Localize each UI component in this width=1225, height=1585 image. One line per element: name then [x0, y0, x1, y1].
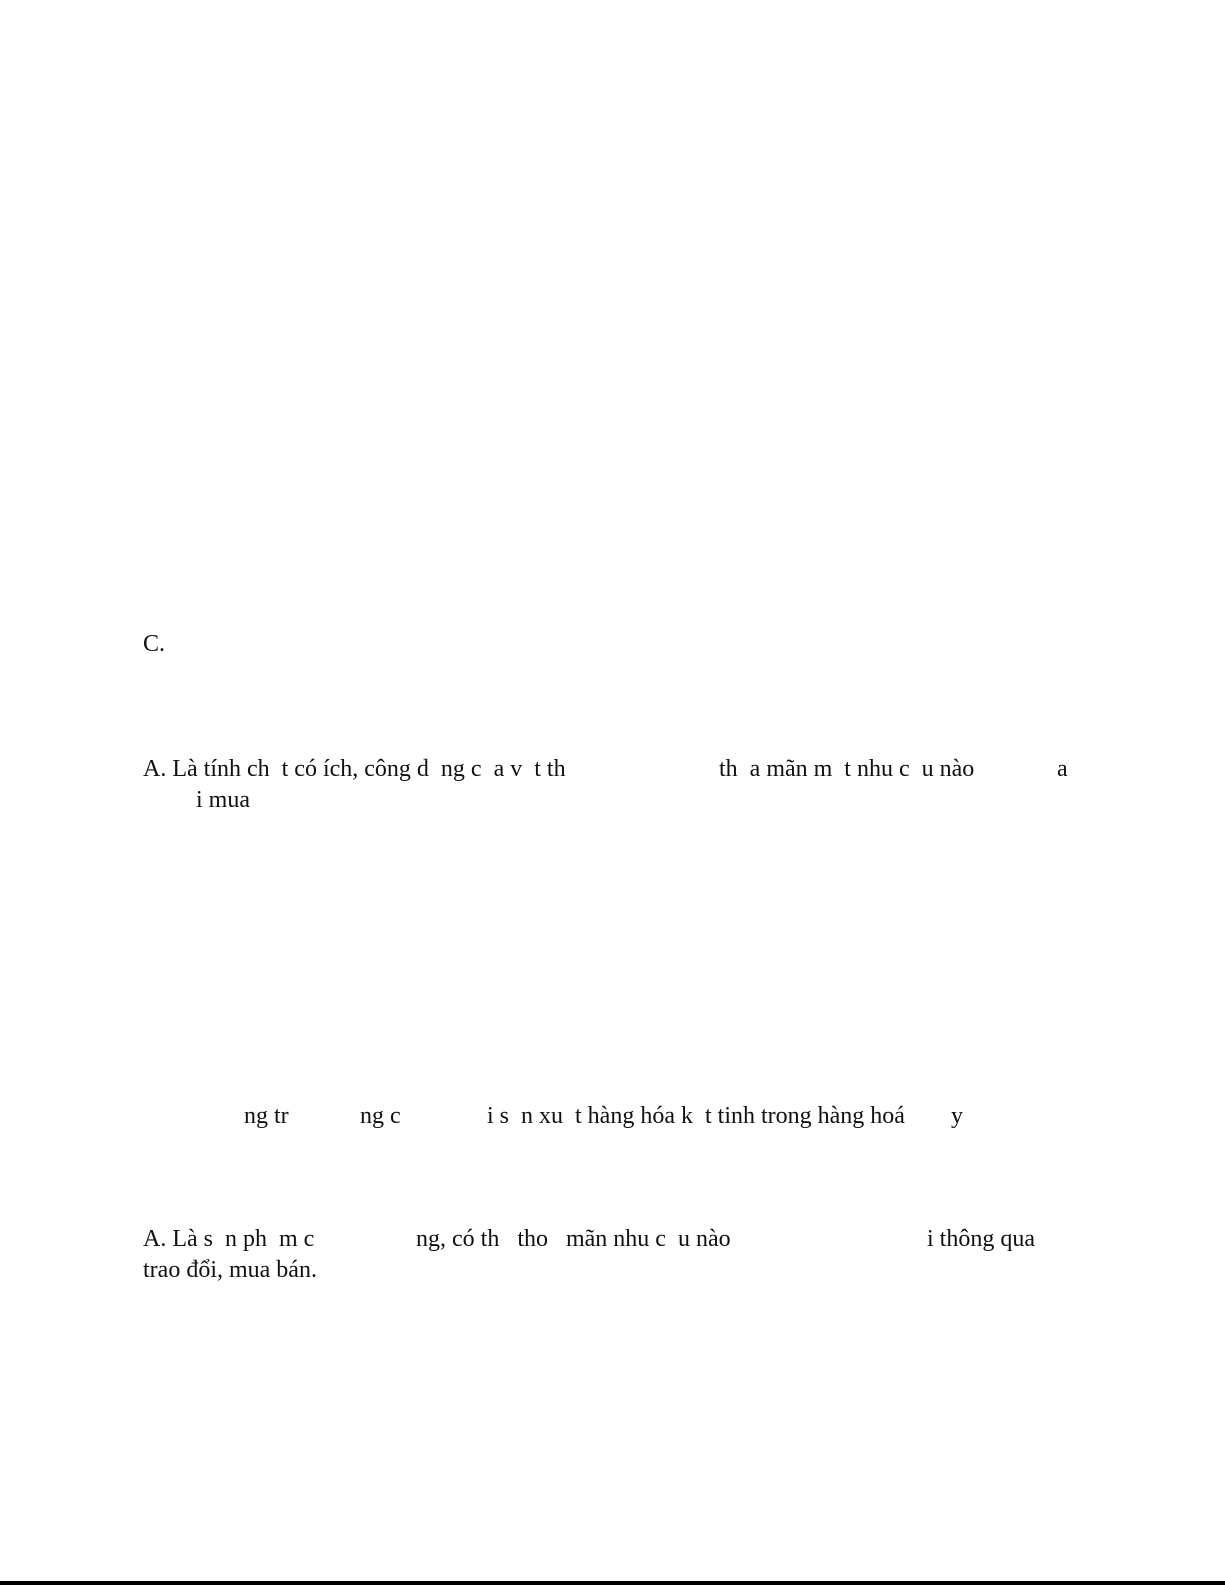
- answer-a-line1-fragment-3: a: [1057, 756, 1068, 782]
- answer-a2-line1-fragment-3: i thông qua: [927, 1226, 1035, 1252]
- answer-a2-line1-fragment-1: A. Là s n ph m c: [143, 1226, 315, 1252]
- question-line-fragment-4: y: [951, 1103, 963, 1129]
- answer-a2-line1-fragment-2: ng, có th tho mãn nhu c u nào: [416, 1226, 731, 1252]
- answer-a-line1-fragment-2: th a mãn m t nhu c u nào: [719, 756, 975, 782]
- answer-a-line1-fragment-1: A. Là tính ch t có ích, công d ng c a v t th: [143, 756, 566, 782]
- question-line-fragment-1: ng tr: [244, 1103, 289, 1129]
- answer-a-line2: i mua: [196, 787, 250, 813]
- option-c-label: C.: [143, 631, 166, 657]
- question-line-fragment-3: i s n xu t hàng hóa k t tinh trong hàng hoá: [487, 1103, 905, 1129]
- question-line-fragment-2: ng c: [360, 1103, 401, 1129]
- answer-a2-line2: trao đổi, mua bán.: [143, 1257, 317, 1283]
- page-bottom-border: [0, 1581, 1225, 1585]
